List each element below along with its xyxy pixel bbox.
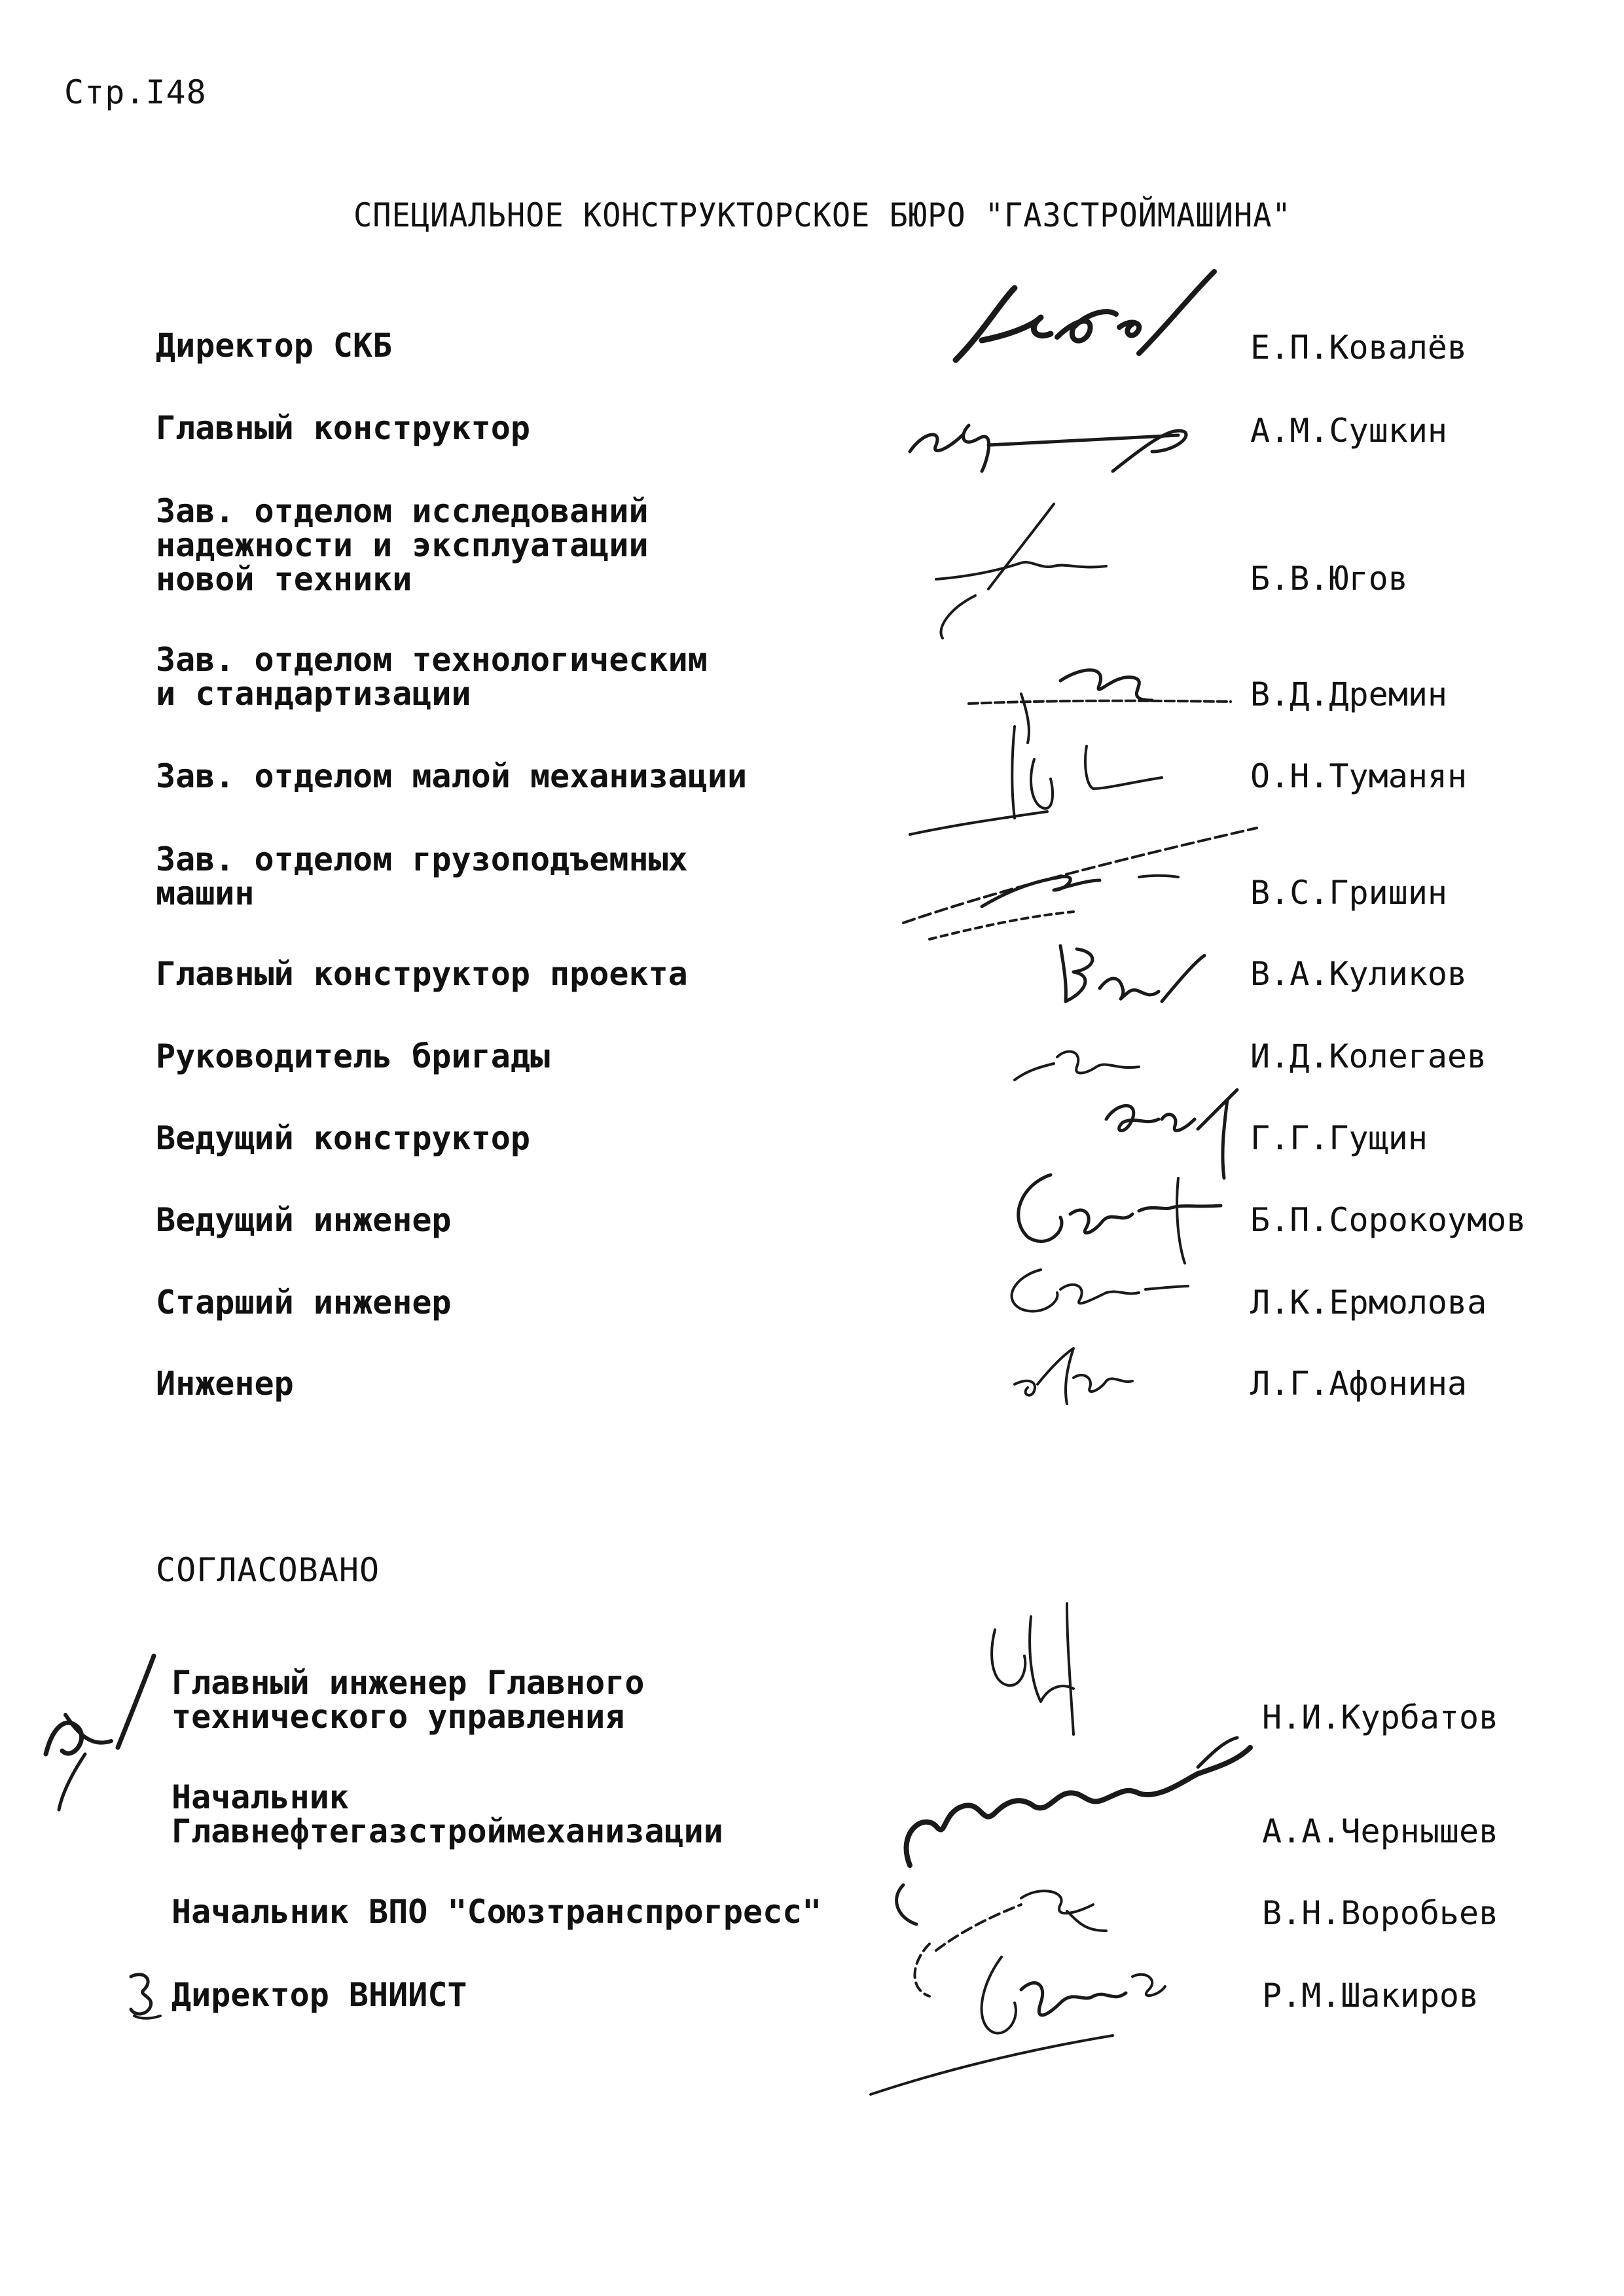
- signatory-name: Г.Г.Гущин: [1250, 1119, 1428, 1157]
- signatory-name: А.М.Сушкин: [1250, 412, 1448, 450]
- signature-kovalev: [936, 262, 1244, 393]
- signatory-position: Главный конструктор: [156, 409, 530, 447]
- signatory-position: Старший инженер: [156, 1283, 452, 1321]
- approver-name: Р.М.Шакиров: [1262, 1977, 1479, 2015]
- signatory-position: Зав. отделом малой механизации: [156, 757, 748, 795]
- signatory-position: Ведущий инженер: [156, 1201, 452, 1239]
- signatory-position: Зав. отделом грузоподъемных машин: [156, 840, 688, 912]
- signature-afonina: [1001, 1329, 1172, 1414]
- signatory-position: Ведущий конструктор: [156, 1119, 530, 1157]
- signatory-position: Зав. отделом технологическим и стандартизации: [156, 641, 708, 713]
- signatory-name: Е.П.Ковалёв: [1250, 329, 1468, 367]
- signatory-name: В.А.Куликов: [1250, 955, 1468, 993]
- approval-mark-left: [26, 1636, 177, 1820]
- signatory-name: В.Д.Дремин: [1250, 675, 1448, 713]
- signature-yugov: [897, 497, 1132, 655]
- signatory-name: Б.В.Югов: [1250, 560, 1408, 598]
- signatory-name: И.Д.Колегаев: [1250, 1037, 1487, 1075]
- approver-position: Начальник Главнефтегазстроймеханизации: [171, 1778, 723, 1850]
- signatory-name: Б.П.Сорокоумов: [1250, 1201, 1526, 1239]
- approver-name: Н.И.Курбатов: [1262, 1698, 1499, 1736]
- agreed-heading: СОГЛАСОВАНО: [156, 1551, 380, 1589]
- signature-kulikov: [1047, 929, 1218, 1021]
- signatory-name: О.Н.Туманян: [1250, 757, 1468, 795]
- signatory-name: Л.К.Ермолова: [1250, 1283, 1487, 1321]
- signature-ermolova: [988, 1244, 1204, 1322]
- signatory-position: Главный конструктор проекта: [156, 955, 688, 993]
- signatory-position: Директор СКБ: [156, 327, 393, 365]
- signatory-name: Л.Г.Афонина: [1250, 1365, 1468, 1403]
- signature-sushkin: [897, 399, 1218, 478]
- organization-title: СПЕЦИАЛЬНОЕ КОНСТРУКТОРСКОЕ БЮРО "ГАЗСТРОЙМАШИНА": [353, 196, 1291, 234]
- approver-position: Главный инженер Главного технического управления: [171, 1664, 645, 1736]
- approval-mark-vniist: [118, 1964, 170, 2029]
- signature-kurbatov: [969, 1590, 1126, 1754]
- signatory-position: Руководитель бригады: [156, 1037, 550, 1075]
- approver-position: Директор ВНИИСТ: [171, 1976, 467, 2014]
- signature-grishin: [890, 815, 1270, 946]
- page-number: Стр.I48: [64, 73, 207, 111]
- signature-vorobyev-shakirov: [851, 1918, 1218, 2114]
- signatory-position: Зав. отделом исследований надежности и эксплуатации новой техники: [156, 492, 649, 598]
- signatory-position: Инженер: [156, 1365, 294, 1403]
- approver-name: А.А.Чернышев: [1262, 1812, 1499, 1850]
- approver-name: В.Н.Воробьев: [1262, 1894, 1499, 1932]
- approver-position: Начальник ВПО "Союзтранспрогресс": [171, 1893, 822, 1931]
- signatory-name: В.С.Гришин: [1250, 874, 1448, 912]
